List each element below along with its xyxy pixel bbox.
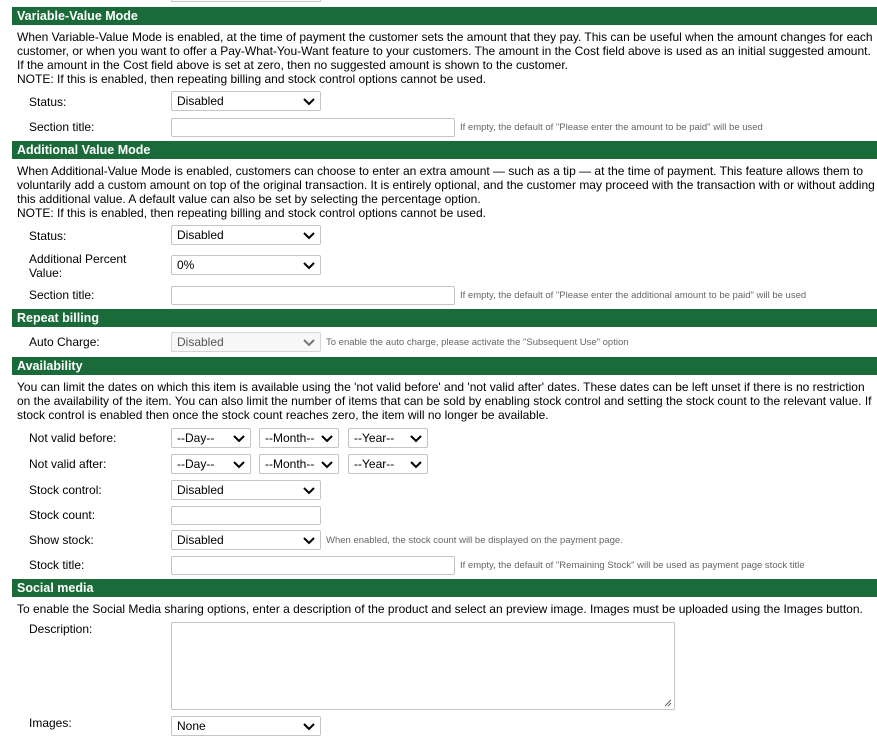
not-after-day-value: --Day--	[177, 457, 215, 471]
stock-title-hint: If empty, the default of "Remaining Stock" will be used as payment page stock title	[460, 560, 805, 571]
images-label: Images:	[29, 716, 72, 730]
additional-status-label: Status:	[29, 229, 67, 243]
not-before-day-value: --Day--	[177, 431, 215, 445]
chevron-down-icon	[321, 435, 333, 443]
auto-charge-select[interactable]	[171, 332, 321, 352]
chevron-down-icon	[303, 339, 315, 347]
not-before-month-select[interactable]	[259, 428, 339, 448]
chevron-down-icon	[303, 537, 315, 545]
availability-description: You can limit the dates on which this item is available using the 'not valid before' and 'not valid after' dates. These dates can be left unset if there is no restriction on the availability of the item. You can also limit the number of items that can be sold by enabling stock control and setting the stock count to the relevant value. If stock control is enabled then once the stock count reaches zero, the item will no longer be available.	[17, 380, 872, 422]
variable-section-title-input[interactable]	[171, 118, 455, 137]
additional-status-select[interactable]	[171, 225, 321, 245]
variable-status-label: Status:	[29, 95, 67, 109]
additional-section-title-label: Section title:	[29, 288, 95, 302]
social-description-textarea[interactable]	[171, 622, 675, 710]
chevron-down-icon	[233, 461, 245, 469]
not-valid-before-label: Not valid before:	[29, 431, 117, 445]
variable-status-select[interactable]	[171, 91, 321, 111]
show-stock-hint: When enabled, the stock count will be displayed on the payment page.	[326, 535, 623, 546]
additional-value-header: Additional Value Mode	[12, 141, 877, 159]
not-after-day-select[interactable]	[171, 454, 251, 474]
additional-percent-value: 0%	[177, 258, 195, 272]
variable-value-description: When Variable-Value Mode is enabled, at the time of payment the customer sets the amount that they pay. This can be useful when the amount changes for each customer, or when you want to offer a Pay-What-You-Want feature to your customers. The amount in the Cost field above is used as an initial suggested amount. If the amount in the Cost field above is set at zero, then no suggested amount is shown to the customer. NOTE: If this is enabled, then repeating billing and stock control options cannot be used.	[17, 30, 873, 86]
availability-header: Availability	[12, 357, 877, 375]
not-before-year-select[interactable]	[348, 428, 428, 448]
chevron-down-icon	[410, 461, 422, 469]
social-media-description: To enable the Social Media sharing options, enter a description of the product and select an preview image. Images must be uploaded using the Images button.	[17, 602, 863, 616]
not-after-year-select[interactable]	[348, 454, 428, 474]
stock-count-label: Stock count:	[29, 508, 96, 522]
additional-percent-select[interactable]	[171, 255, 321, 275]
previous-field-edge	[171, 0, 321, 2]
not-after-year-value: --Year--	[354, 457, 395, 471]
additional-status-value: Disabled	[177, 228, 224, 242]
chevron-down-icon	[303, 487, 315, 495]
chevron-down-icon	[303, 232, 315, 240]
auto-charge-hint: To enable the auto charge, please activate the "Subsequent Use" option	[326, 337, 629, 348]
additional-value-description: When Additional-Value Mode is enabled, customers can choose to enter an extra amount — such as a tip — at the time of payment. This feature allows them to voluntarily add a custom amount on top of the original transaction. It is entirely optional, and the customer may proceed with the transaction with or without adding this additional value. A default value can also be set by selecting the percentage option. NOTE: If this is enabled, then repeating billing and stock control options cannot be used.	[17, 164, 875, 220]
social-media-header: Social media	[12, 579, 877, 597]
stock-control-value: Disabled	[177, 483, 224, 497]
additional-section-title-input[interactable]	[171, 286, 455, 305]
auto-charge-label: Auto Charge:	[29, 335, 100, 349]
additional-section-title-hint: If empty, the default of "Please enter the additional amount to be paid" will be used	[460, 290, 807, 301]
not-after-month-value: --Month--	[265, 457, 315, 471]
not-after-month-select[interactable]	[259, 454, 339, 474]
not-before-year-value: --Year--	[354, 431, 395, 445]
not-valid-after-label: Not valid after:	[29, 457, 107, 471]
stock-title-label: Stock title:	[29, 558, 85, 572]
chevron-down-icon	[321, 461, 333, 469]
show-stock-select[interactable]	[171, 530, 321, 550]
chevron-down-icon	[410, 435, 422, 443]
chevron-down-icon	[303, 262, 315, 270]
not-before-day-select[interactable]	[171, 428, 251, 448]
variable-status-value: Disabled	[177, 94, 224, 108]
stock-control-select[interactable]	[171, 480, 321, 500]
not-before-month-value: --Month--	[265, 431, 315, 445]
social-description-label: Description:	[29, 622, 93, 636]
additional-percent-label: Additional Percent Value:	[29, 252, 127, 280]
variable-section-title-label: Section title:	[29, 120, 95, 134]
auto-charge-value: Disabled	[177, 335, 224, 349]
show-stock-value: Disabled	[177, 533, 224, 547]
resize-grip-icon[interactable]	[663, 698, 672, 707]
images-value: None	[177, 719, 206, 733]
variable-value-header: Variable-Value Mode	[12, 7, 877, 25]
stock-title-input[interactable]	[171, 556, 455, 575]
stock-count-input[interactable]	[171, 506, 321, 525]
chevron-down-icon	[303, 723, 315, 731]
show-stock-label: Show stock:	[29, 533, 94, 547]
chevron-down-icon	[233, 435, 245, 443]
repeat-billing-header: Repeat billing	[12, 309, 877, 327]
chevron-down-icon	[303, 98, 315, 106]
stock-control-label: Stock control:	[29, 483, 102, 497]
variable-section-title-hint: If empty, the default of "Please enter the amount to be paid" will be used	[460, 122, 763, 133]
images-select[interactable]	[171, 716, 321, 736]
